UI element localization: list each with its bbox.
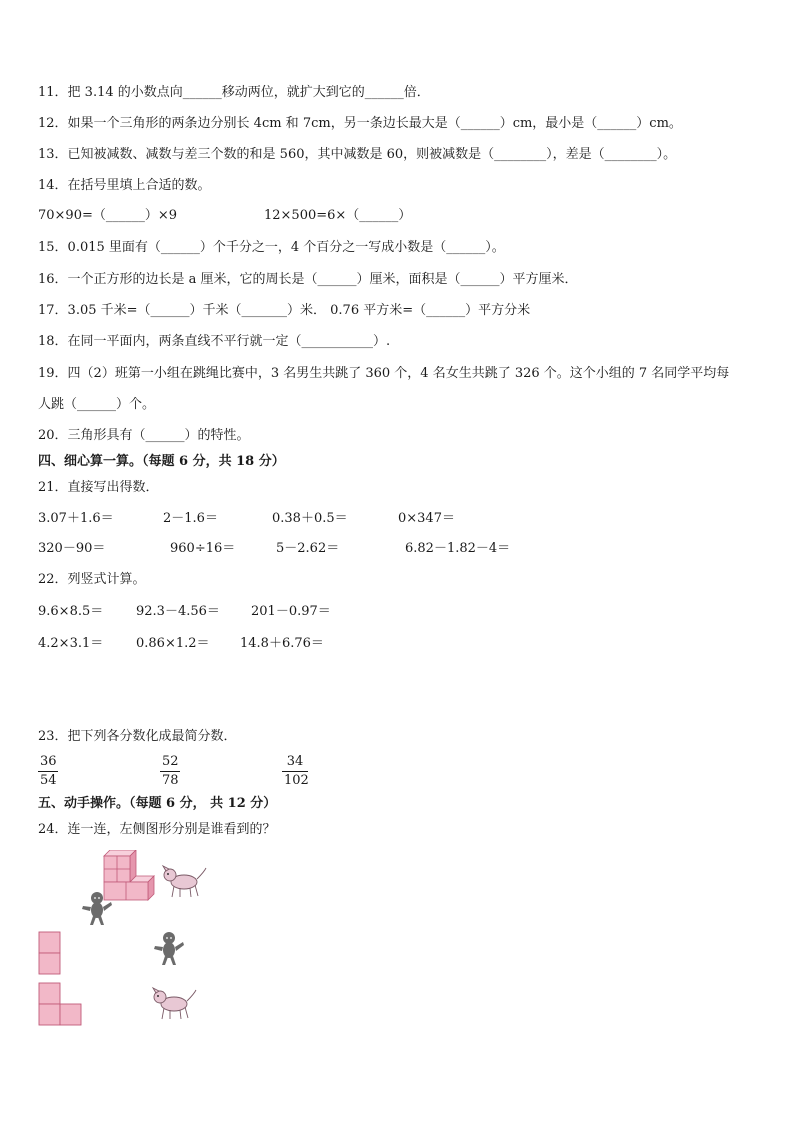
- question-19-line1: 19．四（2）班第一小组在跳绳比赛中，3 名男生共跳了 360 个，4 名女生共跳了 326 个。这个小组的 7 名同学平均每: [38, 366, 730, 381]
- question-19-line2: 人跳（______）个。: [38, 397, 156, 412]
- fraction-numerator: 34: [286, 754, 304, 769]
- calc-item: 6.82－1.82－4＝: [405, 541, 511, 556]
- question-15: 15．0.015 里面有（______）个千分之一，4 个百分之一写成小数是（______）。: [38, 240, 505, 255]
- question-22: 22．列竖式计算。: [38, 572, 146, 587]
- calc-item: 960÷16＝: [170, 541, 236, 556]
- section-4-heading: 四、细心算一算。（每题 6 分，共 18 分）: [38, 454, 285, 469]
- fraction-denominator: 54: [40, 773, 57, 788]
- calc-item: 320－90＝: [38, 541, 106, 556]
- fraction-denominator: 102: [284, 773, 309, 788]
- question-16: 16．一个正方形的边长是 a 厘米，它的周长是（______）厘米，面积是（______）平方厘米．: [38, 272, 578, 287]
- vertical-calc-item: 9.6×8.5＝: [38, 604, 104, 619]
- fraction-numerator: 52: [162, 754, 179, 769]
- calc-item: 2－1.6＝: [163, 511, 218, 526]
- vertical-calc-item: 0.86×1.2＝: [136, 636, 210, 651]
- fraction-1: [38, 753, 58, 790]
- question-18: 18．在同一平面内，两条直线不平行就一定（___________）.: [38, 334, 391, 349]
- vertical-calc-item: 92.3－4.56＝: [136, 604, 220, 619]
- question-14a: 70×90=（______）×9: [38, 208, 178, 223]
- calc-item: 0.38＋0.5＝: [272, 511, 348, 526]
- question-13: 13．已知被减数、减数与差三个数的和是 560，其中减数是 60，则被减数是（________），差是（________）。: [38, 147, 677, 162]
- fraction-3: [282, 753, 308, 790]
- question-21: 21．直接写出得数．: [38, 480, 159, 495]
- question-12: 12．如果一个三角形的两条边分别长 4cm 和 7cm，另一条边长最大是（______）cm，最小是（______）cm。: [38, 116, 682, 131]
- l-shape-view-figure: [38, 982, 84, 1026]
- fraction-2: [160, 753, 180, 790]
- calc-item: 3.07＋1.6＝: [38, 511, 114, 526]
- fraction-denominator: 78: [162, 773, 179, 788]
- vertical-calc-item: 201－0.97＝: [251, 604, 331, 619]
- section-5-heading: 五、动手操作。（每题 6 分， 共 12 分）: [38, 796, 277, 811]
- vertical-calc-item: 4.2×3.1＝: [38, 636, 104, 651]
- question-14b: 12×500=6×（______）: [264, 208, 412, 223]
- monkey-icon: [80, 890, 114, 926]
- fraction-numerator: 36: [40, 754, 57, 769]
- dog-icon: [160, 864, 208, 900]
- question-23: 23．把下列各分数化成最简分数．: [38, 729, 237, 744]
- calc-item: 5－2.62＝: [276, 541, 340, 556]
- question-14: 14．在括号里填上合适的数。: [38, 178, 211, 193]
- monkey-icon: [152, 930, 186, 966]
- question-11: 11．把 3.14 的小数点向______移动两位，就扩大到它的______倍．: [38, 85, 430, 100]
- vertical-calc-item: 14.8＋6.76＝: [240, 636, 324, 651]
- dog-icon: [150, 986, 198, 1022]
- question-20: 20．三角形具有（______）的特性。: [38, 428, 250, 443]
- two-square-view-figure: [38, 931, 62, 975]
- calc-item: 0×347＝: [398, 511, 455, 526]
- question-24: 24．连一连，左侧图形分别是谁看到的？: [38, 822, 276, 837]
- question-17: 17．3.05 千米=（______）千米（_______）米． 0.76 平方米=（______）平方分米: [38, 303, 531, 318]
